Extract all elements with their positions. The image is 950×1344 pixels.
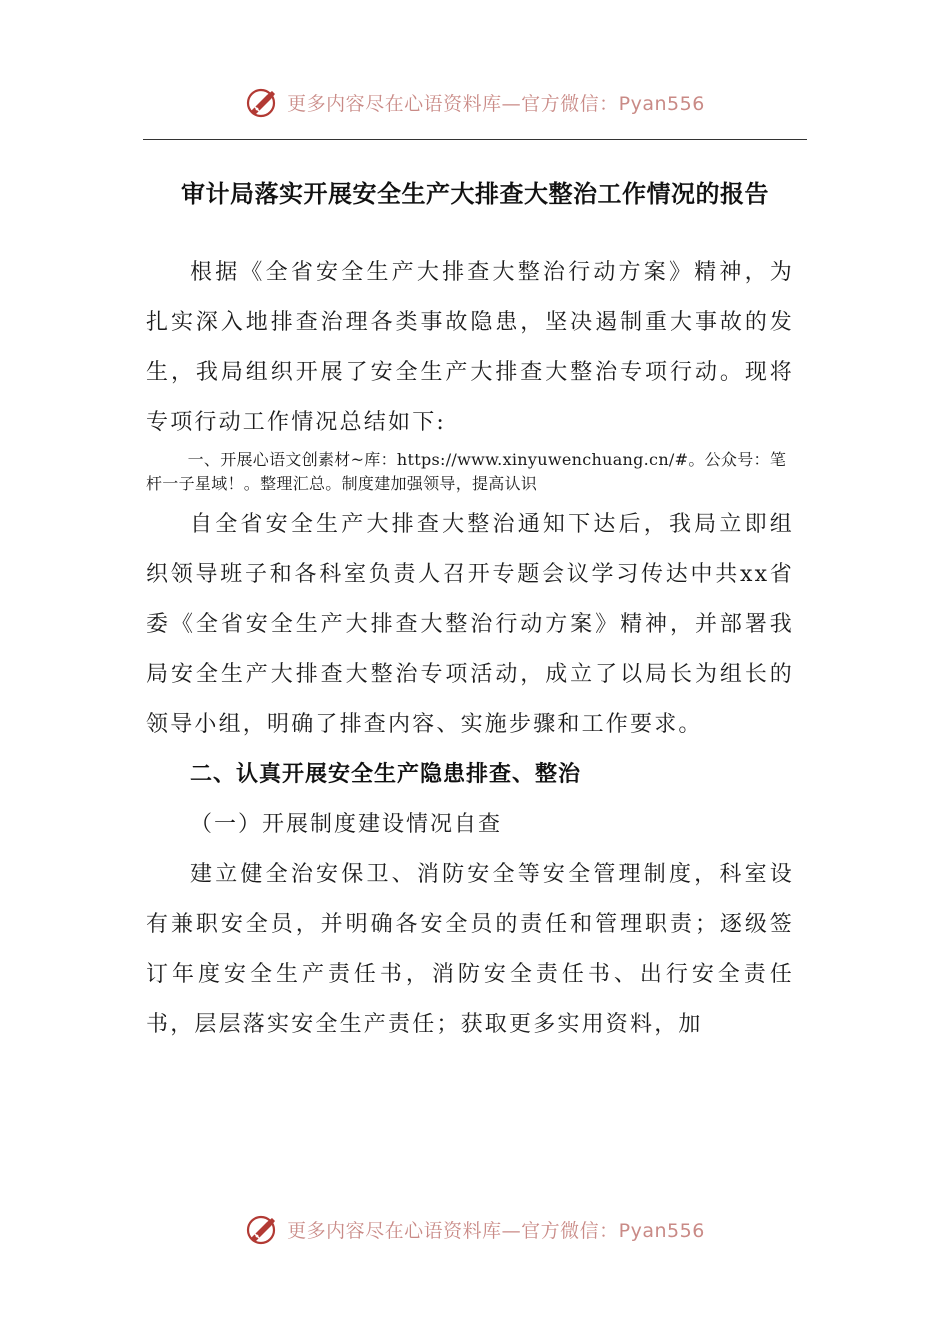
section-2-heading: 二、认真开展安全生产隐患排查、整治 [190, 762, 582, 787]
paragraph-1: 自全省安全生产大排查大整治通知下达后，我局立即组织领导班子和各科室负责人召开专题会议学习传达中共xx省委《全省安全生产大排查大整治行动方案》精神，并部署我局安全生产大排查大整治专项活动，成立了以局长为组长的领导小组，明确了排查内容、实施步骤和工作要求。 [146, 512, 794, 737]
inserted-note: 一、开展心语文创素材~库：https://www.xinyuwenchuang.cn/#。公众号：笔杆一子星域！。整理汇总。制度建加强领导，提高认识 [146, 450, 787, 493]
header-banner-content [245, 85, 705, 119]
header-banner-text: 更多内容尽在心语资料库—官方微信：Pyan556 [287, 92, 705, 115]
footer-banner [0, 1209, 950, 1249]
pen-nib-logo-icon [245, 1212, 281, 1246]
paragraph-2: 建立健全治安保卫、消防安全等安全管理制度，科室设有兼职安全员，并明确各安全员的责任和管理职责；逐级签订年度安全生产责任书，消防安全责任书、出行安全责任书，层层落实安全生产责任；获取更多实用资料，加 [146, 862, 794, 1037]
document-title: 审计局落实开展安全生产大排查大整治工作情况的报告 [181, 179, 769, 208]
footer-banner-text: 更多内容尽在心语资料库—官方微信：Pyan556 [287, 1219, 705, 1242]
footer-banner-content [245, 1212, 705, 1246]
document-body [146, 248, 794, 1050]
subsection-1-heading: （一）开展制度建设情况自查 [190, 812, 503, 837]
header-banner [0, 82, 950, 122]
header-rule [143, 139, 807, 140]
intro-paragraph: 根据《全省安全生产大排查大整治行动方案》精神，为扎实深入地排查治理各类事故隐患，坚决遏制重大事故的发生，我局组织开展了安全生产大排查大整治专项行动。现将专项行动工作情况总结如下: [146, 260, 794, 435]
pen-nib-logo-icon [245, 85, 281, 119]
